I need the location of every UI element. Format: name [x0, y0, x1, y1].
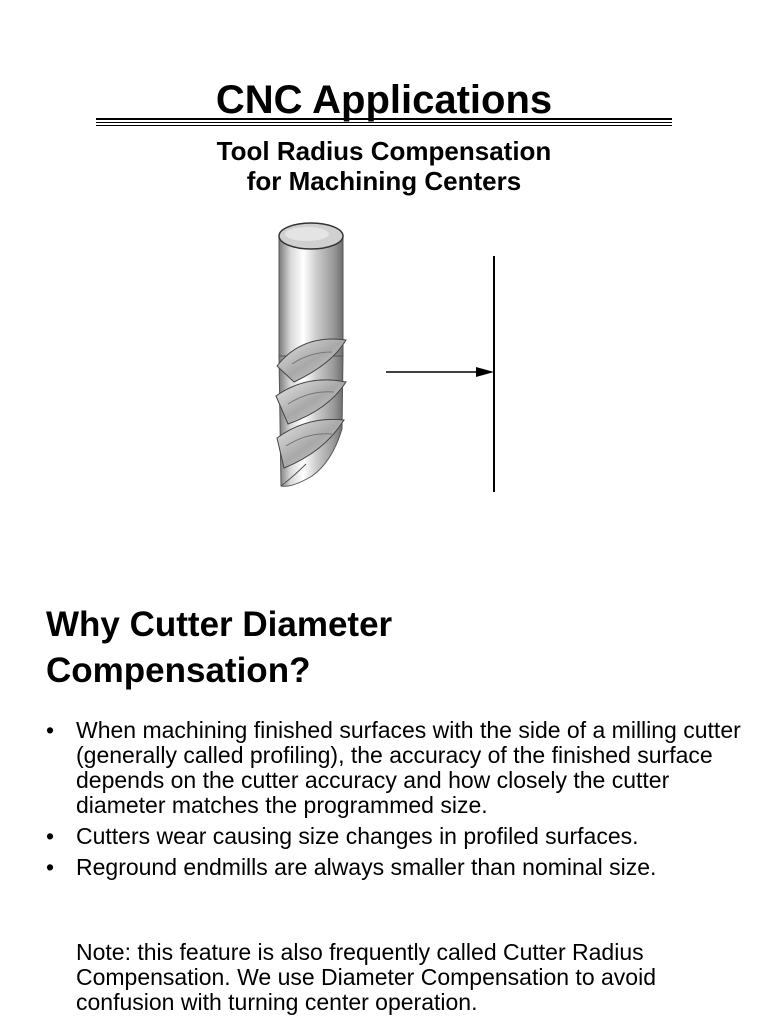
note-text: Note: this feature is also frequently called Cutter Radius Compensation. We use Diameter Compensation to avoid confusion with turning center operation.	[76, 939, 656, 1015]
title-underline	[96, 118, 672, 120]
list-item	[46, 855, 746, 880]
subtitle-line-1: Tool Radius Compensation	[216, 136, 552, 166]
cutter-figure	[262, 214, 512, 499]
dimension-arrowhead	[476, 367, 494, 377]
section-heading	[46, 602, 746, 694]
section-heading-line-2: Compensation?	[46, 651, 311, 690]
bullet-text: Cutters wear causing size changes in profiled surfaces.	[76, 823, 639, 849]
list-item	[46, 718, 746, 818]
section-heading-line-1: Why Cutter Diameter	[46, 605, 393, 644]
list-item	[46, 824, 746, 849]
end-mill-cutter-icon	[262, 214, 512, 499]
bullet-text: Reground endmills are always smaller than nominal size.	[76, 854, 657, 880]
bullet-text: When machining finished surfaces with the side of a milling cutter (generally called profiling), the accuracy of the finished surface depends on the cutter accuracy and how closely the cutter diameter matches the programmed size.	[76, 717, 741, 818]
subtitle-line-2: for Machining Centers	[246, 166, 522, 196]
bullet-marker: •	[46, 823, 55, 849]
bullet-list	[46, 718, 746, 886]
bullet-marker: •	[46, 854, 55, 880]
title-underline-thin-2	[96, 125, 672, 126]
title-underline-thin	[96, 122, 672, 123]
page-title: CNC Applications	[215, 78, 553, 122]
cutter-shank	[279, 236, 343, 356]
bullet-marker: •	[46, 717, 55, 743]
